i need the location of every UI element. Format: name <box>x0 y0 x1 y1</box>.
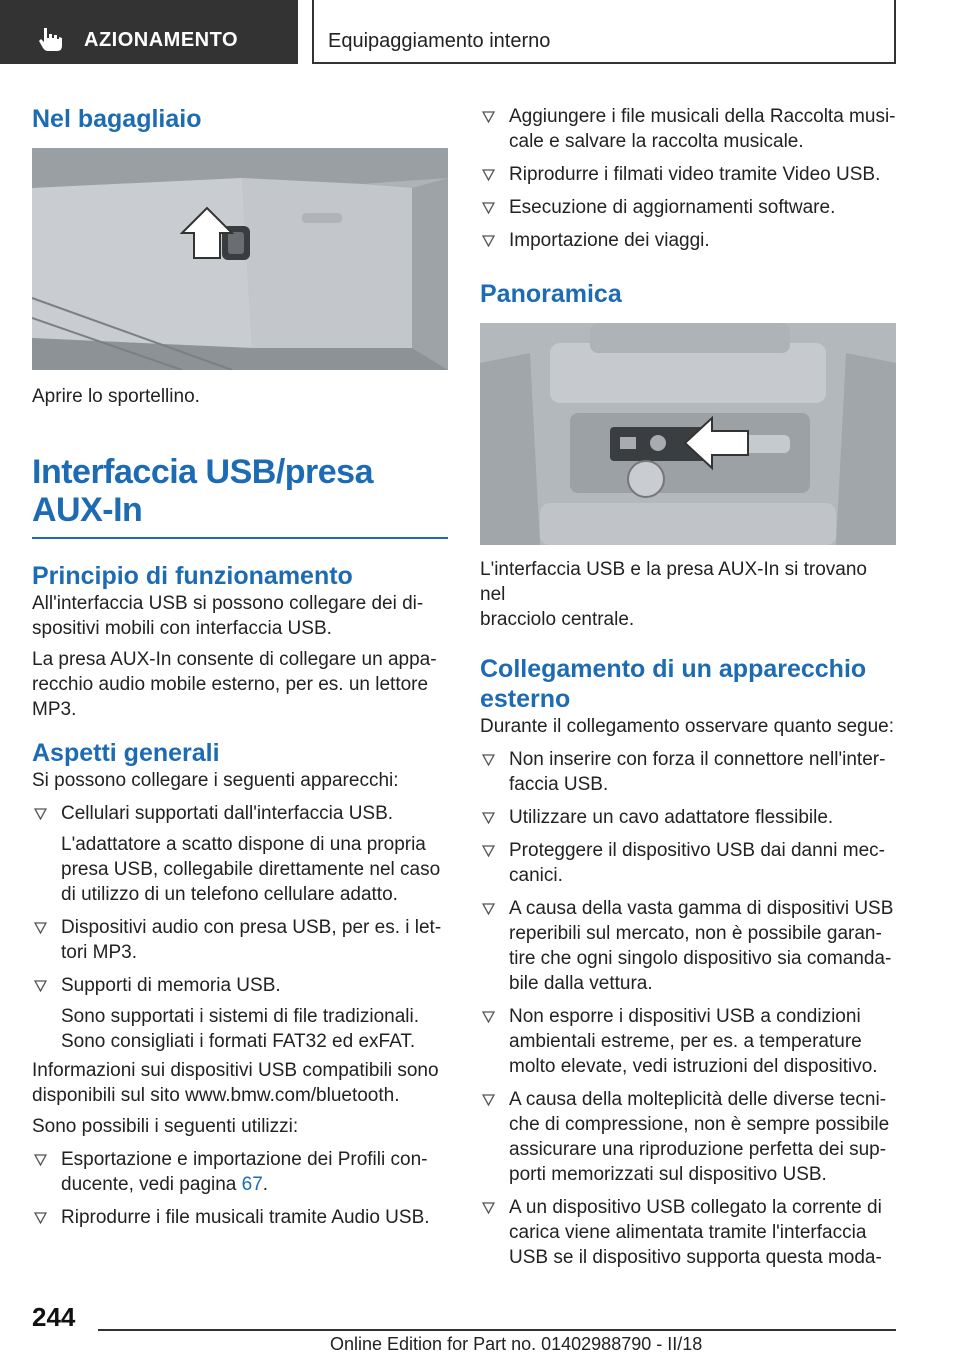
text-line: Sono consigliati i formati FAT32 ed exFAT. <box>61 1031 416 1052</box>
list-item-text: Non esporre i dispositivi USB a condizioni <box>509 1006 861 1027</box>
list-item <box>32 1147 448 1197</box>
page-reference-link[interactable]: 67 <box>241 1174 263 1195</box>
list-item <box>480 1087 896 1187</box>
list-item-text: Riprodurre i filmati video tramite Video USB. <box>509 164 881 185</box>
bullet-triangle-icon <box>482 812 495 824</box>
bullet-triangle-icon <box>482 1094 495 1106</box>
bullet-triangle-icon <box>34 980 47 992</box>
list-item-text-part: . <box>262 1174 269 1195</box>
footer-edition: Online Edition for Part no. 01402988790 - II/18 <box>330 1334 703 1354</box>
text-line: Sono possibili i seguenti utilizzi: <box>32 1116 299 1137</box>
text-line: bracciolo centrale. <box>480 609 635 630</box>
list-item-text: A causa della molteplicità delle diverse tecni- <box>509 1089 887 1110</box>
list-item-text: Cellulari supportati dall'interfaccia USB. <box>61 803 394 824</box>
list-item-text: USB se il dispositivo supporta questa moda- <box>509 1247 882 1268</box>
list-item-text: porti memorizzati sul dispositivo USB. <box>509 1164 827 1185</box>
bullet-triangle-icon <box>34 1212 47 1224</box>
list-item-text: assicurare una riproduzione perfetta dei sup- <box>509 1139 887 1160</box>
footer-rule <box>98 1329 896 1331</box>
bullet-triangle-icon <box>482 169 495 181</box>
list-item <box>480 162 896 187</box>
text-line: L'interfaccia USB e la presa AUX-In si trovano nel <box>480 559 867 605</box>
list-item-text: molto elevate, vedi istruzioni del dispositivo. <box>509 1056 878 1077</box>
text-line: L'adattatore a scatto dispone di una propria <box>61 834 426 855</box>
list-item-text: Esportazione e importazione dei Profili con- <box>61 1149 428 1170</box>
chapter-header <box>312 0 896 64</box>
list-item <box>480 838 896 888</box>
bullet-triangle-icon <box>482 235 495 247</box>
list-item-text: Importazione dei viaggi. <box>509 230 710 251</box>
list-item-text: Non inserire con forza il connettore nell'inter- <box>509 749 886 770</box>
list-item-text: Esecuzione di aggiornamenti software. <box>509 197 836 218</box>
list-item-text: ambientali estreme, per es. a temperature <box>509 1031 862 1052</box>
heading-usb-line1: Interfaccia USB/presa <box>32 453 373 491</box>
text-line: spositivi mobili con interfaccia USB. <box>32 618 332 639</box>
text-line: Si possono collegare i seguenti apparecchi: <box>32 770 399 791</box>
trunk-illustration <box>32 148 448 370</box>
bullet-triangle-icon <box>34 808 47 820</box>
list-item-text: faccia USB. <box>509 774 609 795</box>
text-line: Informazioni sui dispositivi USB compatibili sono <box>32 1060 439 1081</box>
heading-rule <box>32 537 448 539</box>
list-item-text: che di compressione, non è sempre possibile <box>509 1114 890 1135</box>
list-item <box>32 801 448 826</box>
bullet-triangle-icon <box>482 202 495 214</box>
text-line: Durante il collegamento osservare quanto segue: <box>480 716 895 737</box>
bullet-triangle-icon <box>482 111 495 123</box>
bullet-triangle-icon <box>482 845 495 857</box>
list-item <box>32 973 448 998</box>
list-item-text: reperibili sul mercato, non è possibile garan- <box>509 923 882 944</box>
bullet-triangle-icon <box>482 754 495 766</box>
list-item-text: Utilizzare un cavo adattatore flessibile. <box>509 807 834 828</box>
list-item-text: tori MP3. <box>61 942 138 963</box>
text-line: MP3. <box>32 699 77 720</box>
list-item <box>32 1205 448 1230</box>
armrest-console-illustration <box>480 323 896 545</box>
list-item <box>32 915 448 965</box>
text-line: recchio audio mobile esterno, per es. un lettore <box>32 674 429 695</box>
heading-collegamento-line2: esterno <box>480 685 571 713</box>
list-item-text: bile dalla vettura. <box>509 973 653 994</box>
chapter-title: Equipaggiamento interno <box>328 30 551 52</box>
bullet-triangle-icon <box>34 1154 47 1166</box>
section-tab-label: AZIONAMENTO <box>84 29 239 51</box>
caption-bagagliaio: Aprire lo sportellino. <box>32 386 200 407</box>
list-item <box>480 805 896 830</box>
text-line: All'interfaccia USB si possono collegare dei di- <box>32 593 424 614</box>
right-column <box>480 100 896 1270</box>
list-item <box>480 1195 896 1270</box>
bullet-triangle-icon <box>482 1011 495 1023</box>
heading-principio: Principio di funzionamento <box>32 562 353 590</box>
text-line: di utilizzo di un telefono cellulare adatto. <box>61 884 398 905</box>
text-line: La presa AUX-In consente di collegare un appa- <box>32 649 437 670</box>
list-item-text: tire che ogni singolo dispositivo sia comanda- <box>509 948 892 969</box>
trunk-panel-illustration <box>32 148 448 370</box>
heading-collegamento-line1: Collegamento di un apparecchio <box>480 655 867 683</box>
list-item-text: canici. <box>509 865 563 886</box>
armrest-illustration <box>480 323 896 545</box>
list-item <box>480 1004 896 1079</box>
list-item-text: A causa della vasta gamma di dispositivi USB <box>509 898 894 919</box>
list-item-text: Dispositivi audio con presa USB, per es. i let- <box>61 917 442 938</box>
text-line: Sono supportati i sistemi di file tradizionali. <box>61 1006 420 1027</box>
list-item-text: cale e salvare la raccolta musicale. <box>509 131 804 152</box>
bullet-triangle-icon <box>34 922 47 934</box>
section-tab[interactable] <box>0 0 298 64</box>
heading-usb-line2: AUX-In <box>32 491 143 529</box>
text-line: disponibili sul sito www.bmw.com/bluetooth. <box>32 1085 400 1106</box>
heading-panoramica: Panoramica <box>480 280 622 308</box>
list-item-text <box>61 1172 448 1197</box>
list-item <box>480 228 896 253</box>
bullet-triangle-icon <box>482 1202 495 1214</box>
text-line: presa USB, collegabile direttamente nel caso <box>61 859 441 880</box>
heading-aspetti: Aspetti generali <box>32 739 220 767</box>
list-item-text: Proteggere il dispositivo USB dai danni mec- <box>509 840 885 861</box>
list-item-text: A un dispositivo USB collegato la corrente di <box>509 1197 882 1218</box>
hand-pointer-icon <box>38 26 64 52</box>
left-column <box>32 100 448 1230</box>
list-item <box>480 104 896 154</box>
page-number: 244 <box>32 1302 76 1332</box>
list-item-text: Supporti di memoria USB. <box>61 975 281 996</box>
heading-bagagliaio: Nel bagagliaio <box>32 105 202 133</box>
list-item-text-part: ducente, vedi pagina <box>61 1174 242 1195</box>
list-item-text: Riprodurre i file musicali tramite Audio USB. <box>61 1207 430 1228</box>
list-item-text: Aggiungere i file musicali della Raccolta musi- <box>509 106 896 127</box>
list-item <box>480 747 896 797</box>
list-item-text: carica viene alimentata tramite l'interfaccia <box>509 1222 867 1243</box>
list-item <box>480 896 896 996</box>
list-item <box>480 195 896 220</box>
bullet-triangle-icon <box>482 903 495 915</box>
